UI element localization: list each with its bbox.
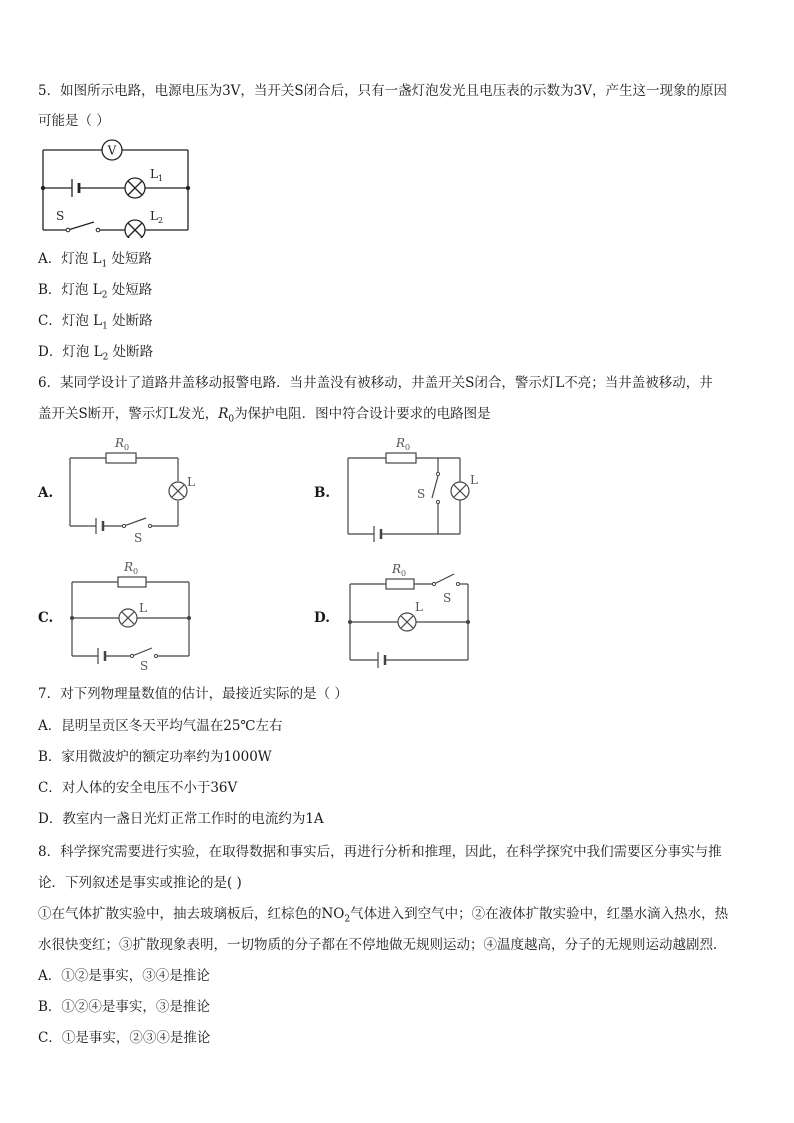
q5-option-a[interactable]: A．灯泡 $L_1$ 处短路 xyxy=(38,251,153,270)
q6-option-c-label[interactable]: C. xyxy=(38,610,54,626)
q5-switch-label: S xyxy=(56,209,65,223)
svg-text:L: L xyxy=(470,473,478,487)
q7-option-c[interactable]: C．对人体的安全电压不小于36V xyxy=(38,780,238,796)
q8-stem-cont: 论．下列叙述是事实或推论的是( ) xyxy=(38,875,242,891)
q5-lamp-l1 xyxy=(125,178,145,198)
svg-text:L: L xyxy=(415,600,423,614)
svg-text:S: S xyxy=(443,591,452,605)
q8-option-b[interactable]: B．①②④是事实，③是推论 xyxy=(38,999,210,1015)
svg-text:R0: $R_0$ xyxy=(115,436,130,452)
svg-text:S: S xyxy=(417,487,426,501)
q8-stem: 8．科学探究需要进行实验，在取得数据和事实后，再进行分析和推理，因此，在科学探究中我们需要区分事实与推 xyxy=(38,844,722,860)
svg-text:R0: $R_0$ xyxy=(396,436,411,452)
q8-option-a[interactable]: A．①②是事实，③④是推论 xyxy=(38,968,210,984)
q6-diagram-b[interactable] xyxy=(340,436,490,546)
q5-l1-label: $L_1$ xyxy=(150,167,164,183)
q8-statement-line-1: ①在气体扩散实验中，抽去玻璃板后，红棕色的$NO_2$气体进入到空气中；②在液体扩散实验中，红墨水滴入热水，热 xyxy=(38,906,729,925)
q7-option-b[interactable]: B．家用微波炉的额定功率约为1000W xyxy=(38,749,272,765)
q6-option-d-label[interactable]: D. xyxy=(314,610,330,626)
svg-text:L: L xyxy=(139,601,147,615)
q5-stem-cont: 可能是（ ） xyxy=(38,113,110,129)
q7-stem: 7．对下列物理量数值的估计，最接近实际的是（ ） xyxy=(38,686,348,702)
svg-text:R0: $R_0$ xyxy=(392,562,407,578)
q5-option-d[interactable]: D．灯泡 $L_2$ 处断路 xyxy=(38,344,154,363)
q5-battery xyxy=(72,179,79,197)
q5-option-b[interactable]: B．灯泡 $L_2$ 处短路 xyxy=(38,282,153,301)
q5-l2-label: $L_2$ xyxy=(150,209,164,225)
q6-option-a-label[interactable]: A. xyxy=(38,485,54,501)
q6-diagram-c[interactable] xyxy=(62,556,202,672)
q5-voltmeter xyxy=(102,140,122,160)
q6-diagram-a[interactable] xyxy=(62,436,212,544)
q8-statement-line-2: 水很快变红；③扩散现象表明，一切物质的分子都在不停地做无规则运动；④温度越高，分子的无规则运动越剧烈． xyxy=(38,937,727,953)
svg-text:S: S xyxy=(134,531,143,544)
svg-text:L: L xyxy=(187,475,195,489)
q7-option-a[interactable]: A．昆明呈贡区冬天平均气温在25℃左右 xyxy=(38,718,283,734)
q8-option-c[interactable]: C．①是事实，②③④是推论 xyxy=(38,1030,211,1046)
q6-diagram-d[interactable] xyxy=(340,556,480,672)
q5-voltmeter-label: V xyxy=(107,143,117,158)
q5-lamp-l2 xyxy=(125,220,145,238)
q6-option-b-label[interactable]: B. xyxy=(314,485,331,501)
q5-option-c[interactable]: C．灯泡 $L_1$ 处断路 xyxy=(38,313,153,332)
q5-circuit xyxy=(38,138,198,238)
svg-text:R0: $R_0$ xyxy=(124,560,139,576)
q6-stem: 6．某同学设计了道路井盖移动报警电路．当井盖没有被移动，井盖开关S闭合，警示灯L不亮；当井盖被移动，井 xyxy=(38,375,713,391)
q5-stem: 5．如图所示电路，电源电压为3V，当开关S闭合后，只有一盏灯泡发光且电压表的示数为3V，产生这一现象的原因 xyxy=(38,83,728,99)
q6-stem-cont: 盖开关S断开，警示灯L发光，$R_0$为保护电阻．图中符合设计要求的电路图是 xyxy=(38,406,491,425)
svg-text:S: S xyxy=(140,659,149,672)
q7-option-d[interactable]: D．教室内一盏日光灯正常工作时的电流约为1A xyxy=(38,811,324,827)
